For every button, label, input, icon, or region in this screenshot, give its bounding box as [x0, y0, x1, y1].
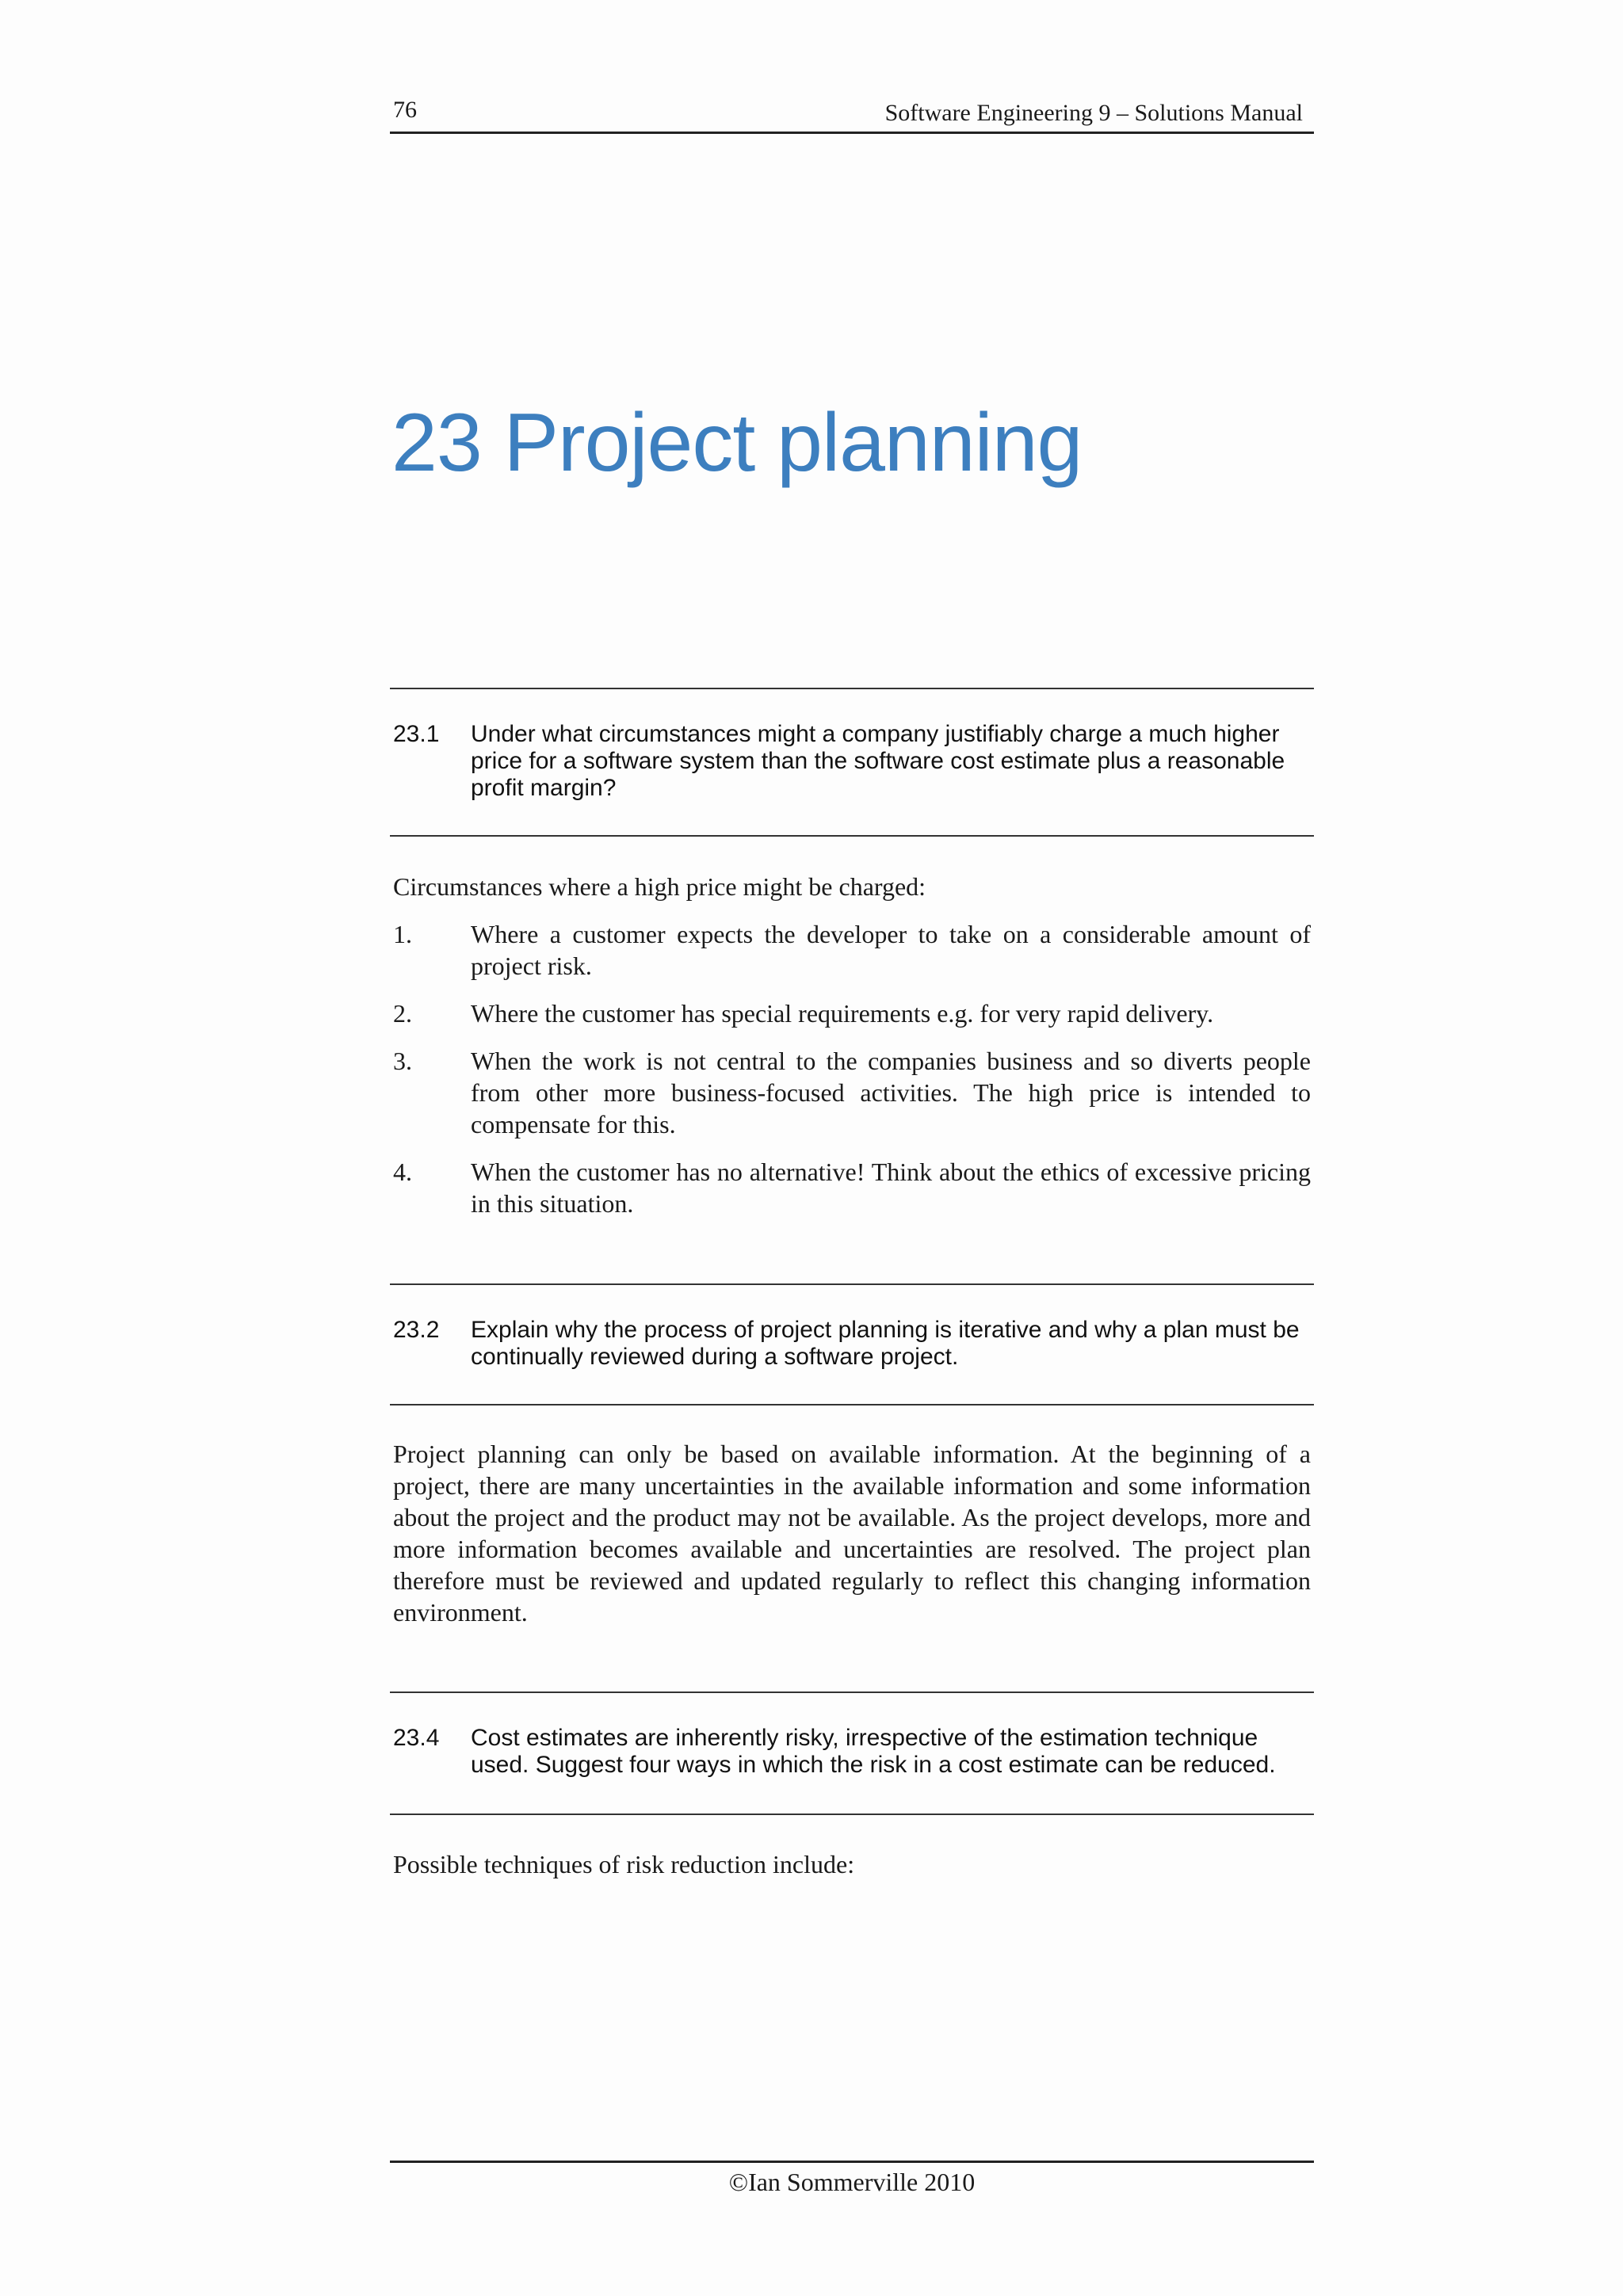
question-box-23-1 — [390, 688, 1314, 837]
answer-intro: Possible techniques of risk reduction include: — [393, 1850, 855, 1878]
list-item-number: 3. — [393, 1047, 412, 1075]
list-item-text: Where the customer has special requirements e.g. for very rapid delivery. — [471, 999, 1214, 1028]
footer-copyright: ©Ian Sommerville 2010 — [728, 2168, 976, 2196]
list-item-number: 2. — [393, 999, 412, 1028]
list-item-text: Where a customer expects the developer to take on a considerable amount of project risk. — [471, 920, 1311, 980]
answer-intro: Circumstances where a high price might be charged: — [393, 872, 926, 901]
question-box-23-2 — [390, 1283, 1314, 1405]
page-number: 76 — [393, 97, 417, 123]
question-text: Under what circumstances might a company justifiably charge a much higher price for a software system than the software cost estimate plus a reasonable profit margin? — [471, 721, 1285, 801]
book-title: Software Engineering 9 – Solutions Manual — [884, 100, 1303, 126]
list-item-text: When the customer has no alternative! Think about the ethics of excessive pricing in this situation. — [471, 1158, 1311, 1218]
footer-rule — [390, 2161, 1314, 2163]
chapter-title: 23 Project planning — [391, 397, 1083, 489]
question-text: Explain why the process of project planning is iterative and why a plan must be continually reviewed during a software project. — [471, 1317, 1300, 1370]
list-item-number: 4. — [393, 1158, 412, 1186]
question-number: 23.1 — [393, 721, 440, 747]
list-item-text: When the work is not central to the companies business and so diverts people from other more business-focused activities. The high price is intended to compensate for this. — [471, 1047, 1311, 1138]
question-text: Cost estimates are inherently risky, irrespective of the estimation technique used. Suggest four ways in which the risk in a cost estimate can be reduced. — [471, 1725, 1276, 1778]
question-number: 23.4 — [393, 1725, 440, 1751]
question-number: 23.2 — [393, 1317, 440, 1343]
question-box-23-4 — [390, 1691, 1314, 1815]
running-header — [390, 93, 1314, 134]
list-item-number: 1. — [393, 920, 412, 948]
answer-paragraph: Project planning can only be based on available information. At the beginning of a project, there are many uncertainties in the available information and some information about the project and the product may not be available. As the project develops, more and more information becomes available and uncertainties are resolved. The project plan therefore must be reviewed and updated regularly to reflect this changing information environment. — [393, 1440, 1311, 1627]
